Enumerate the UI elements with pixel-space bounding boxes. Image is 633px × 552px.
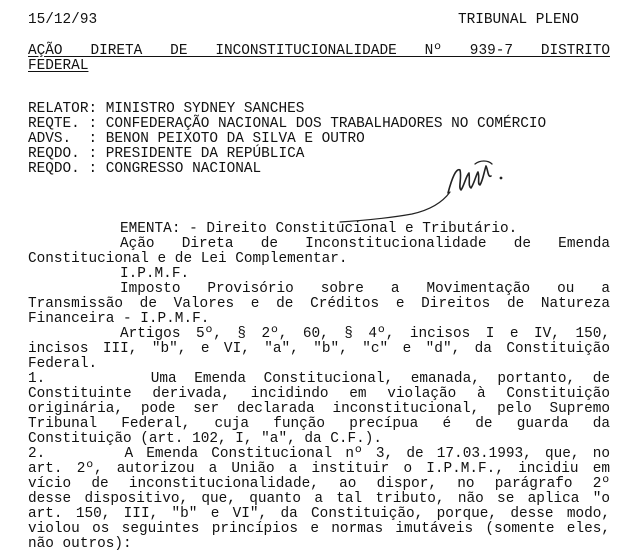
document-date: 15/12/93	[28, 12, 98, 28]
ementa-line: não outros):	[28, 536, 132, 552]
ementa-line: art. 2º, autorizou a União a instituir o I.P.M.F., incidiu em	[28, 461, 610, 477]
ementa-line: Financeira - I.P.M.F.	[28, 311, 210, 327]
ementa-line: Transmissão de Valores e de Créditos e Direitos de Natureza	[28, 296, 610, 312]
ementa-line: violou os seguintes princípios e normas imutáveis (somente eles,	[28, 521, 610, 537]
ementa-line: Constitucional e de Lei Complementar.	[28, 251, 348, 267]
ementa-line: Ação Direta de Inconstitucionalidade de Emenda	[120, 236, 610, 252]
ementa-line: Imposto Provisório sobre a Movimentação ou a	[120, 281, 610, 297]
ementa-line: vício de inconstitucionalidade, ao dispor, no parágrafo 2º	[28, 476, 610, 492]
case-title-line-1: AÇÃO DIRETA DE INCONSTITUCIONALIDADE Nº 939-7 DISTRITO	[28, 43, 610, 59]
party-requerido-1: REQDO. : PRESIDENTE DA REPÚBLICA	[28, 146, 305, 162]
ementa-line: originária, pode ser declarada inconstitucional, pelo Supremo	[28, 401, 610, 417]
ementa-line: incisos III, "b", e VI, "a", "b", "c" e "d", da Constituição	[28, 341, 610, 357]
ementa-line: desse dispositivo, que, quanto a tal tributo, não se aplica "o	[28, 491, 610, 507]
handwritten-signature	[330, 148, 530, 228]
party-requerente: REQTE. : CONFEDERAÇÃO NACIONAL DOS TRABALHADORES NO COMÉRCIO	[28, 116, 547, 132]
case-title-line-2: FEDERAL	[28, 58, 89, 74]
ementa-line: art. 150, III, "b" e VI", da Constituição, porque, desse modo,	[28, 506, 610, 522]
party-advogados: ADVS. : BENON PEIXOTO DA SILVA E OUTRO	[28, 131, 365, 147]
party-requerido-2: REQDO. : CONGRESSO NACIONAL	[28, 161, 262, 177]
party-relator: RELATOR: MINISTRO SYDNEY SANCHES	[28, 101, 305, 117]
ementa-line: Constituinte derivada, incidindo em violação à Constituição	[28, 386, 610, 402]
ementa-line: Federal.	[28, 356, 98, 372]
ementa-line: I.P.M.F.	[120, 266, 190, 282]
ementa-line: Constituição (art. 102, I, "a", da C.F.).	[28, 431, 383, 447]
ementa-item-1: 1. Uma Emenda Constitucional, emanada, portanto, de	[28, 371, 610, 387]
ementa-item-2: 2. A Emenda Constitucional nº 3, de 17.03.1993, que, no	[28, 446, 610, 462]
ementa-heading: EMENTA: - Direito Constitucional e Tributário.	[120, 221, 518, 237]
ementa-line: Tribunal Federal, cuja função precípua é de guarda da	[28, 416, 610, 432]
ementa-line: Artigos 5º, § 2º, 60, § 4º, incisos I e IV, 150,	[120, 326, 610, 342]
court-name: TRIBUNAL PLENO	[458, 12, 579, 28]
